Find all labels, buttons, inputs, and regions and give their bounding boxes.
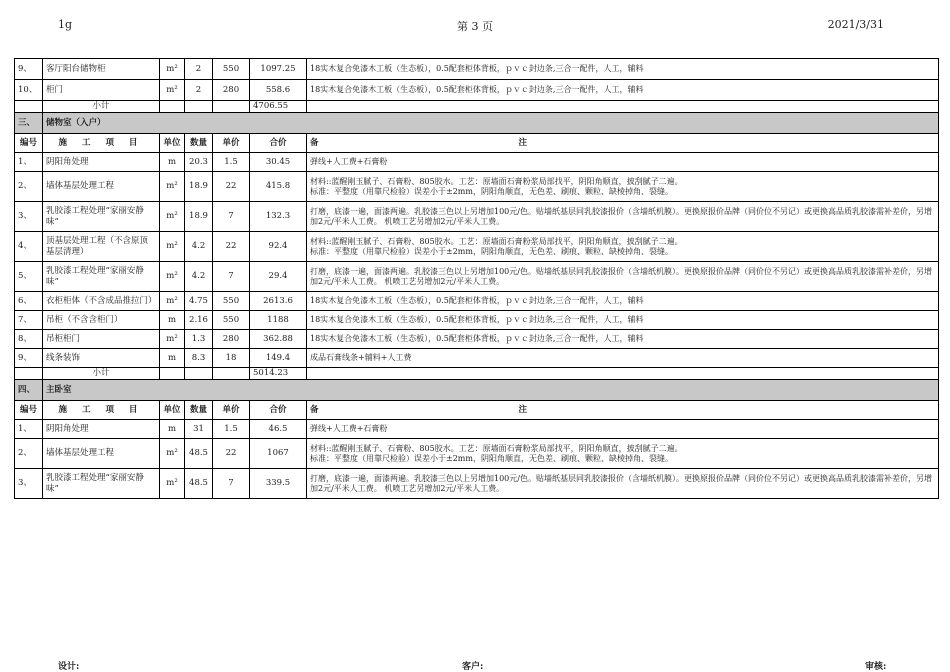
cell-qty: 4.2 bbox=[185, 232, 213, 262]
table-row bbox=[15, 420, 939, 439]
cell-item: 墙体基层处理工程 bbox=[43, 439, 160, 469]
cell-no: 6、 bbox=[15, 292, 43, 311]
cell-unit: m bbox=[160, 153, 185, 172]
column-header-row: 编号 施 工 项 目 单位 数量 单价 合价 备 注 bbox=[15, 134, 939, 153]
cell-qty: 20.3 bbox=[185, 153, 213, 172]
cell-no: 2、 bbox=[15, 439, 43, 469]
cell-note: 材料::蓝醒刚玉腻子、石膏粉、805胶水。工艺：原墙面石膏粉浆局部找平，阴阳角顺直，披刮腻子二遍。 标准：平整度（用靠尺检验）误差小于±2mm，阴阳角顺直，无色差、刷痕、颗粒、缺棱掉角、裂缝。 bbox=[307, 232, 939, 262]
cell-item: 顶基层处理工程（不含原顶基层清理） bbox=[43, 232, 160, 262]
cell-note: 打磨，底漆一遍，面漆两遍。乳胶漆三色以上另增加100元/色。贴墙纸基层同乳胶漆报价（含墙纸机膜）。更换原报价品牌（同价位不另记）或更换高品质乳胶漆需补差价，另增加2元/平米人工费。 机喷工艺另增加2元/平米人工费。 bbox=[307, 469, 939, 499]
cell-qty: 1.3 bbox=[185, 330, 213, 349]
cell-note: 材料::蓝醒刚玉腻子、石膏粉、805胶水。工艺：原墙面石膏粉浆局部找平，阴阳角顺直，披刮腻子二遍。 标准：平整度（用靠尺检验）误差小于±2mm，阴阳角顺直，无色差、刷痕、颗粒、缺棱掉角、裂缝。 bbox=[307, 172, 939, 202]
cell-note: 打磨，底漆一遍，面漆两遍。乳胶漆三色以上另增加100元/色。贴墙纸基层同乳胶漆报价（含墙纸机膜）。更换原报价品牌（同价位不另记）或更换高品质乳胶漆需补差价，另增加2元/平米人工费。 机喷工艺另增加2元/平米人工费。 bbox=[307, 262, 939, 292]
cell-unit: m² bbox=[160, 439, 185, 469]
reviewer-label: 审核: bbox=[865, 662, 887, 672]
section-rows bbox=[15, 420, 939, 499]
cell-qty: 2.16 bbox=[185, 311, 213, 330]
table-row bbox=[15, 311, 939, 330]
cell-note: 18实木复合免漆木工板（生态板），0.5配套柜体背板，ｐｖｃ封边条,三合一配件，人工，辅料 bbox=[307, 311, 939, 330]
cell-unit: m² bbox=[160, 172, 185, 202]
table-row: 10、 柜门 m² 2 280 558.6 18实木复合免漆木工板（生态板），0.5配套柜体背板，ｐｖｃ封边条,三合一配件，人工，辅料 bbox=[15, 80, 939, 101]
table-row bbox=[15, 292, 939, 311]
cell-price: 280 bbox=[213, 330, 250, 349]
cell-item: 乳胶漆工程处理“家丽安静味” bbox=[43, 202, 160, 232]
cell-note: 18实木复合免漆木工板（生态板），0.5配套柜体背板，ｐｖｃ封边条,三合一配件，人工，辅料 bbox=[307, 292, 939, 311]
cell-total: 362.88 bbox=[250, 330, 307, 349]
table-row bbox=[15, 262, 939, 292]
section-rows bbox=[15, 153, 939, 368]
cell-no: 1、 bbox=[15, 420, 43, 439]
quote-table bbox=[14, 58, 939, 499]
cell-total: 30.45 bbox=[250, 153, 307, 172]
table-row bbox=[15, 232, 939, 262]
cell-qty: 48.5 bbox=[185, 469, 213, 499]
table-row bbox=[15, 153, 939, 172]
cell-note: 18实木复合免漆木工板（生态板），0.5配套柜体背板，ｐｖｃ封边条,三合一配件，人工，辅料 bbox=[307, 330, 939, 349]
cell-price: 7 bbox=[213, 262, 250, 292]
cell-total: 29.4 bbox=[250, 262, 307, 292]
cell-total: 339.5 bbox=[250, 469, 307, 499]
cell-item: 阴阳角处理 bbox=[43, 420, 160, 439]
table-row bbox=[15, 330, 939, 349]
cell-note: 成品石膏线条+辅料+人工费 bbox=[307, 349, 939, 368]
sheet-name: 1g bbox=[58, 18, 73, 31]
cell-note: 打磨，底漆一遍，面漆两遍。乳胶漆三色以上另增加100元/色。贴墙纸基层同乳胶漆报价（含墙纸机膜）。更换原报价品牌（同价位不另记）或更换高品质乳胶漆需补差价，另增加2元/平米人工费。 机喷工艺另增加2元/平米人工费。 bbox=[307, 202, 939, 232]
cell-no: 1、 bbox=[15, 153, 43, 172]
cell-no: 2、 bbox=[15, 172, 43, 202]
table-row bbox=[15, 469, 939, 499]
cell-no: 3、 bbox=[15, 469, 43, 499]
cell-item: 乳胶漆工程处理“家丽安静味” bbox=[43, 262, 160, 292]
cell-no: 8、 bbox=[15, 330, 43, 349]
cell-item: 吊柜柜门 bbox=[43, 330, 160, 349]
table-row bbox=[15, 349, 939, 368]
cell-total: 46.5 bbox=[250, 420, 307, 439]
cell-unit: m bbox=[160, 311, 185, 330]
cell-price: 1.5 bbox=[213, 420, 250, 439]
cell-item: 乳胶漆工程处理“家丽安静味” bbox=[43, 469, 160, 499]
cell-total: 92.4 bbox=[250, 232, 307, 262]
cell-note: 材料::蓝醒刚玉腻子、石膏粉、805胶水。工艺：原墙面石膏粉浆局部找平，阴阳角顺直，披刮腻子二遍。 标准：平整度（用靠尺检验）误差小于±2mm，阴阳角顺直，无色差、刷痕、颗粒、缺棱掉角、裂缝。 bbox=[307, 439, 939, 469]
subtotal-row: 小计 4706.55 bbox=[15, 101, 939, 113]
cell-qty: 31 bbox=[185, 420, 213, 439]
column-header-row: 编号 施 工 项 目 单位 数量 单价 合价 备 注 bbox=[15, 401, 939, 420]
cell-unit: m² bbox=[160, 292, 185, 311]
cell-qty: 8.3 bbox=[185, 349, 213, 368]
cell-item: 阴阳角处理 bbox=[43, 153, 160, 172]
cell-no: 3、 bbox=[15, 202, 43, 232]
cell-price: 550 bbox=[213, 311, 250, 330]
table-row bbox=[15, 439, 939, 469]
cell-qty: 4.2 bbox=[185, 262, 213, 292]
cell-price: 550 bbox=[213, 292, 250, 311]
cell-item: 墙体基层处理工程 bbox=[43, 172, 160, 202]
designer-label: 设计: bbox=[58, 662, 80, 672]
cell-unit: m² bbox=[160, 330, 185, 349]
cell-no: 5、 bbox=[15, 262, 43, 292]
cell-unit: m bbox=[160, 349, 185, 368]
cell-unit: m bbox=[160, 420, 185, 439]
cell-qty: 18.9 bbox=[185, 202, 213, 232]
cell-qty: 18.9 bbox=[185, 172, 213, 202]
cell-note: 弹线+人工费+石膏粉 bbox=[307, 153, 939, 172]
cell-price: 22 bbox=[213, 232, 250, 262]
cell-no: 9、 bbox=[15, 349, 43, 368]
cell-price: 1.5 bbox=[213, 153, 250, 172]
subtotal-row: 小计 5014.23 bbox=[15, 368, 939, 380]
cell-total: 1188 bbox=[250, 311, 307, 330]
table-row bbox=[15, 202, 939, 232]
cell-price: 22 bbox=[213, 439, 250, 469]
cell-item: 吊柜（不含含柜门） bbox=[43, 311, 160, 330]
date: 2021/3/31 bbox=[827, 18, 884, 31]
cell-item: 衣柜柜体（不含成品推拉门） bbox=[43, 292, 160, 311]
cell-price: 22 bbox=[213, 172, 250, 202]
table-row bbox=[15, 172, 939, 202]
table-row: 9、 客厅阳台储物柜 m² 2 550 1097.25 18实木复合免漆木工板（生态板），0.5配套柜体背板，ｐｖｃ封边条,三合一配件，人工，辅料 bbox=[15, 59, 939, 80]
cell-no: 7、 bbox=[15, 311, 43, 330]
cell-total: 149.4 bbox=[250, 349, 307, 368]
cell-unit: m² bbox=[160, 232, 185, 262]
cell-total: 2613.6 bbox=[250, 292, 307, 311]
cell-qty: 48.5 bbox=[185, 439, 213, 469]
cell-total: 1067 bbox=[250, 439, 307, 469]
cell-no: 4、 bbox=[15, 232, 43, 262]
cell-price: 18 bbox=[213, 349, 250, 368]
section-header: 四、 主卧室 bbox=[15, 380, 939, 401]
cell-unit: m² bbox=[160, 202, 185, 232]
cell-note: 弹线+人工费+石膏粉 bbox=[307, 420, 939, 439]
cell-unit: m² bbox=[160, 469, 185, 499]
cell-total: 415.8 bbox=[250, 172, 307, 202]
cell-total: 132.3 bbox=[250, 202, 307, 232]
page-number: 第 3 页 bbox=[457, 20, 493, 33]
section-header: 三、 储物室（入户） bbox=[15, 113, 939, 134]
cell-item: 线条装饰 bbox=[43, 349, 160, 368]
cell-qty: 4.75 bbox=[185, 292, 213, 311]
cell-unit: m² bbox=[160, 262, 185, 292]
cell-price: 7 bbox=[213, 202, 250, 232]
cell-price: 7 bbox=[213, 469, 250, 499]
customer-label: 客户: bbox=[462, 662, 484, 672]
